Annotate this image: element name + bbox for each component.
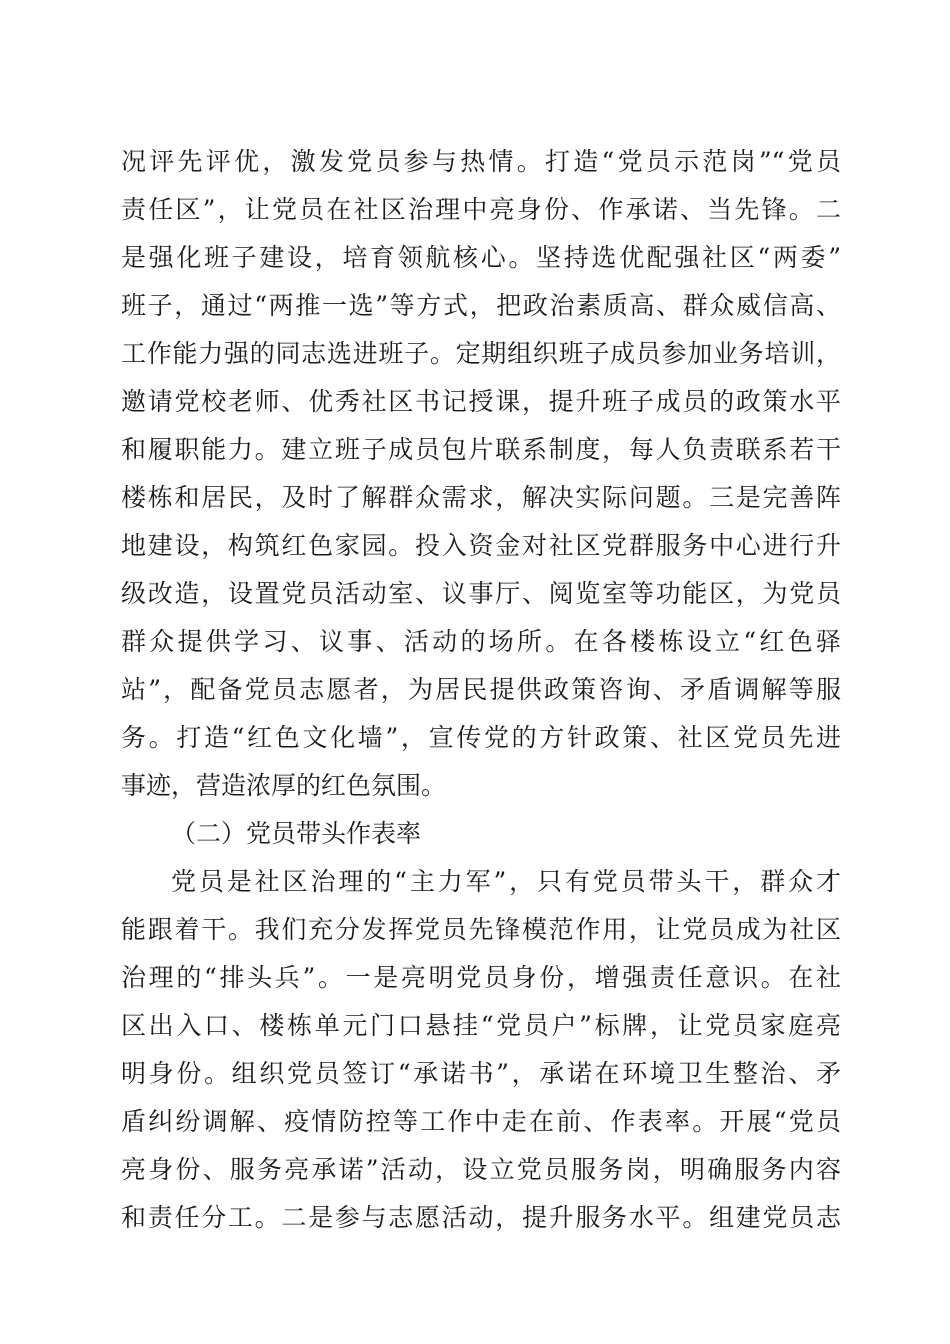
text-line: 和履职能力。建立班子成员包片联系制度，每人负责联系若干 — [121, 435, 841, 464]
text-line: 站”，配备党员志愿者，为居民提供政策咨询、矛盾调解等服 — [121, 675, 841, 704]
text-line: 是强化班子建设，培育领航核心。坚持选优配强社区“两委” — [121, 243, 841, 272]
text-line: 亮身份、服务亮承诺”活动，设立党员服务岗，明确服务内容 — [121, 1155, 841, 1184]
text-line: 能跟着干。我们充分发挥党员先锋模范作用，让党员成为社区 — [121, 915, 841, 944]
text-line: 事迹，营造浓厚的红色氛围。 — [121, 771, 447, 800]
text-line: 盾纠纷调解、疫情防控等工作中走在前、作表率。开展“党员 — [121, 1107, 841, 1136]
text-line: 务。打造“红色文化墙”，宣传党的方针政策、社区党员先进 — [121, 723, 841, 752]
text-line: 楼栋和居民，及时了解群众需求，解决实际问题。三是完善阵 — [121, 483, 841, 512]
section-heading: （二）党员带头作表率 — [171, 819, 422, 848]
text-line: 邀请党校老师、优秀社区书记授课，提升班子成员的政策水平 — [121, 387, 841, 416]
text-line: 责任区”，让党员在社区治理中亮身份、作承诺、当先锋。二 — [121, 195, 841, 224]
text-line: 况评先评优，激发党员参与热情。打造“党员示范岗”“党员 — [121, 147, 841, 176]
text-line: 区出入口、楼栋单元门口悬挂“党员户”标牌，让党员家庭亮 — [121, 1011, 841, 1040]
text-line: 治理的“排头兵”。一是亮明党员身份，增强责任意识。在社 — [121, 963, 841, 992]
text-line: 工作能力强的同志选进班子。定期组织班子成员参加业务培训， — [121, 339, 841, 368]
text-line: 级改造，设置党员活动室、议事厅、阅览室等功能区，为党员 — [121, 579, 841, 608]
text-line: 班子，通过“两推一选”等方式，把政治素质高、群众威信高、 — [121, 291, 841, 320]
text-line: 党员是社区治理的“主力军”，只有党员带头干，群众才 — [171, 867, 841, 896]
text-line: 明身份。组织党员签订“承诺书”，承诺在环境卫生整治、矛 — [121, 1059, 841, 1088]
text-line: 和责任分工。二是参与志愿活动，提升服务水平。组建党员志 — [121, 1203, 841, 1232]
text-line: 地建设，构筑红色家园。投入资金对社区党群服务中心进行升 — [121, 531, 841, 560]
text-line: 群众提供学习、议事、活动的场所。在各楼栋设立“红色驿 — [121, 627, 841, 656]
